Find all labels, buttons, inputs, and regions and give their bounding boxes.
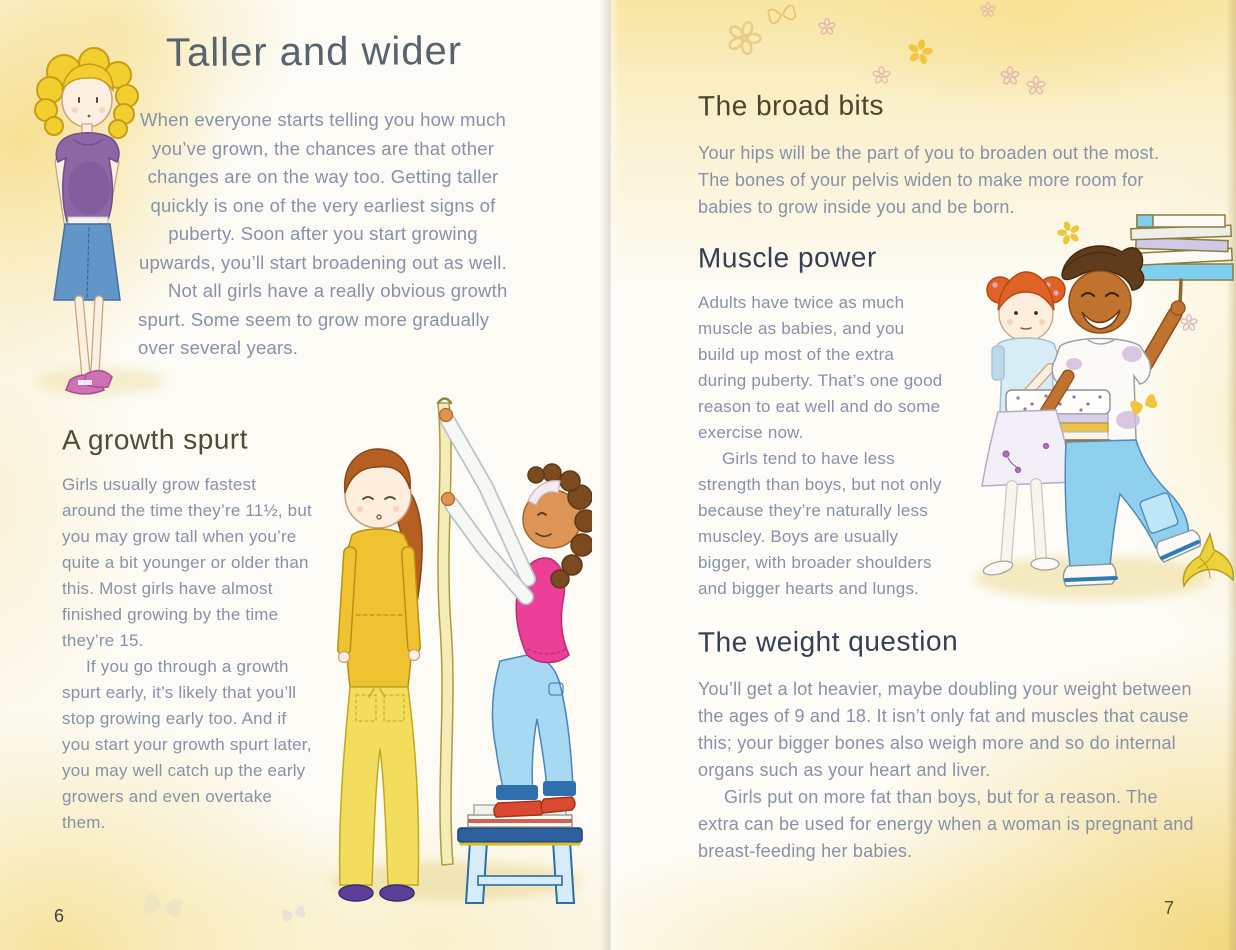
weight-question-heading: The weight question [697, 625, 959, 658]
butterfly-doodle-icon [137, 884, 189, 929]
flower-doodle-icon [1180, 314, 1198, 332]
weight-question-paragraph-2: Girls put on more fat than boys, but for a reason. The extra can be used for energy when a woman is pregnant and breast-feeding her babies. [698, 787, 1194, 861]
flower-doodle-icon [980, 2, 996, 18]
page-title: Taller and wider [165, 28, 463, 76]
carrying-books-illustration [948, 212, 1236, 600]
flower-doodle-icon [903, 35, 936, 68]
measuring-scene-illustration [300, 387, 592, 909]
muscle-power-paragraph-2: Girls tend to have less strength than boys, but not only because they’re naturally less muscley. Boys are usually bigger, with broader shoulders and bigger hearts and lungs. [698, 449, 942, 598]
flower-doodle-icon [1026, 76, 1046, 96]
growth-spurt-text [62, 472, 312, 836]
muscle-power-text [698, 290, 946, 602]
growth-spurt-heading: A growth spurt [61, 423, 249, 456]
weight-question-text [698, 676, 1194, 865]
intro-paragraph-2: Not all girls have a really obvious growth spurt. Some seem to grow more gradually over several years. [138, 280, 508, 358]
growth-spurt-paragraph-1: Girls usually grow fastest around the time they’re 11½, but you may grow tall when you’re quite a bit younger or older than this. Most girls have almost finished growing by the time they’re 15. [62, 475, 312, 650]
muscle-power-heading: Muscle power [697, 241, 877, 274]
flower-doodle-icon [1000, 66, 1020, 86]
growth-spurt-paragraph-2: If you go through a growth spurt early, it’s likely that you’ll stop growing early too. And if you start your growth spurt later, you may well catch up the early growers and even overtake them. [62, 657, 312, 832]
muscle-power-paragraph-1: Adults have twice as much muscle as babies, and you build up most of the extra during puberty. That’s one good reason to eat well and do some exercise now. [698, 293, 943, 442]
flower-doodle-icon [818, 18, 836, 36]
page-number-right: 7 [1164, 898, 1175, 918]
flower-doodle-icon [872, 66, 891, 85]
broad-bits-heading: The broad bits [697, 89, 885, 122]
intro-text [138, 106, 508, 363]
intro-paragraph-1: When everyone starts telling you how much you’ve grown, the chances are that other changes are on the way too. Getting taller quickly is one of the very earliest signs of puberty. Soon after you start growing upwards, you’ll start broadening out as well. [139, 109, 507, 273]
book-spine-gutter [600, 0, 620, 950]
page-number-left: 6 [54, 906, 65, 926]
weight-question-paragraph-1: You’ll get a lot heavier, maybe doubling your weight between the ages of 9 and 18. It isn’t only fat and muscles that cause this; your bigger bones also weigh more and so do internal organs such as your heart and liver. [698, 679, 1192, 780]
broad-bits-text [698, 140, 1190, 221]
broad-bits-paragraph: Your hips will be the part of you to broaden out the most. The bones of your pelvis widen to make more room for babies to grow inside you and be born. [698, 143, 1160, 217]
